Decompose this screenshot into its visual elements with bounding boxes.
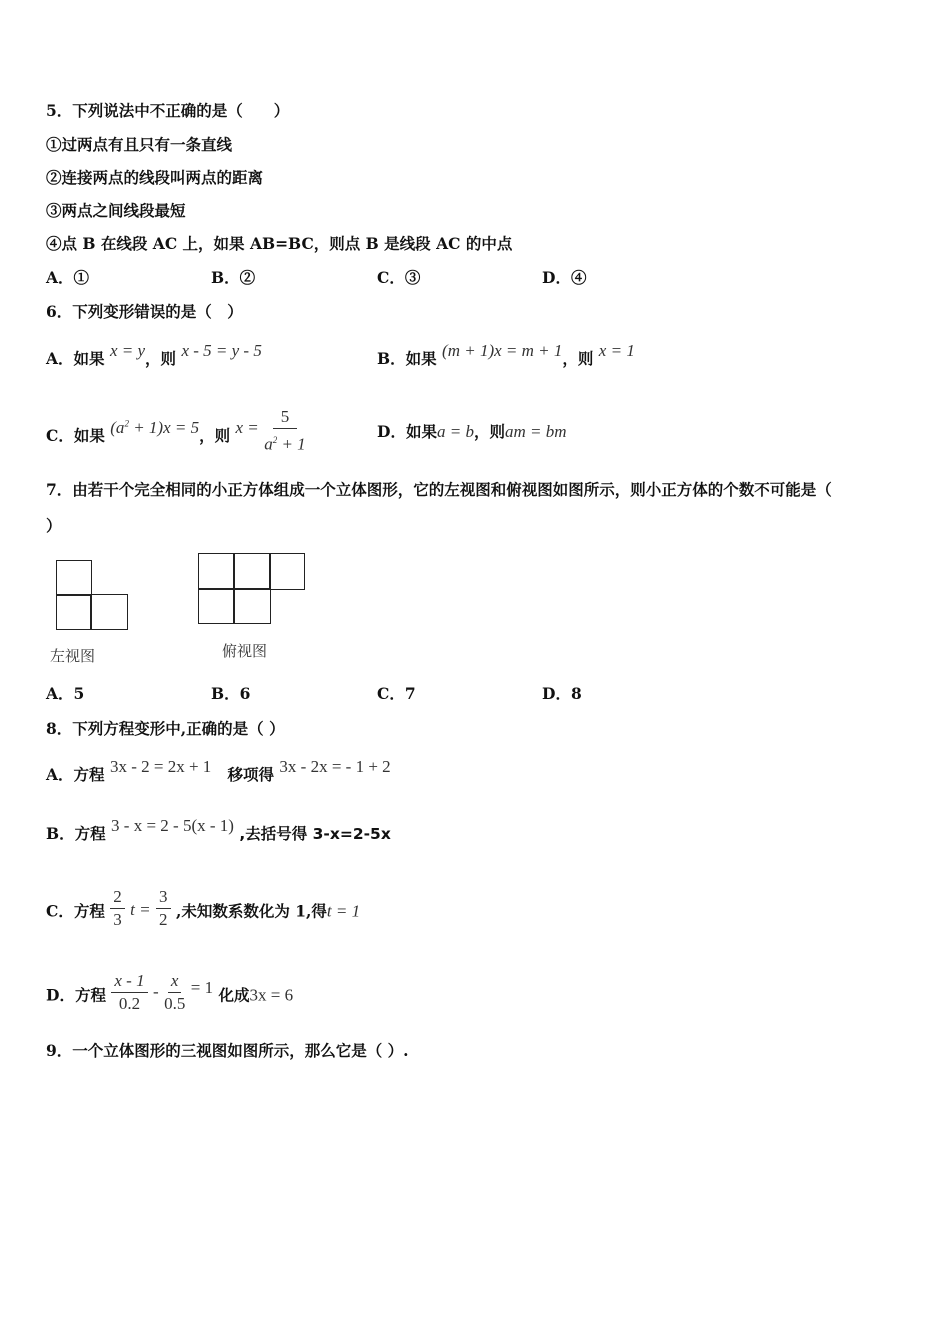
fraction	[264, 406, 305, 456]
q6-option-d	[377, 422, 567, 442]
option-label: D．	[46, 985, 75, 1005]
math-premise: (a	[110, 417, 125, 437]
minus-sign: -	[153, 981, 159, 1001]
option-label: B．	[377, 349, 406, 368]
fraction	[156, 886, 171, 931]
q5-option-a: A．①	[46, 268, 90, 287]
math-premise: x = y	[109, 341, 146, 360]
if-text: 如果	[73, 425, 105, 445]
q7-option-c: C．7	[377, 684, 416, 703]
math-result-lhs: x =	[235, 417, 259, 437]
option-label: C．	[46, 901, 74, 921]
q8-option-c	[46, 887, 361, 930]
q5-option-c: C．③	[377, 268, 421, 287]
q8-option-d	[46, 971, 294, 1014]
left-view-label: 左视图	[50, 647, 96, 665]
q9-stem: 9．一个立体图形的三视图如图所示，那么它是（ ）.	[46, 1041, 409, 1060]
math-result: t = 1	[326, 901, 361, 921]
convert-text: 化成	[218, 985, 250, 1005]
if-text: 如果	[405, 422, 437, 441]
q8-option-a	[46, 757, 391, 785]
q5-statement-2: ②连接两点的线段叫两点的距离	[46, 168, 264, 187]
equation-text: 方程	[74, 824, 106, 843]
math-result: am = bm	[504, 422, 567, 441]
q8-stem: 8．下列方程变形中,正确的是（ ）	[46, 719, 285, 738]
math-result: 3x - 2x = - 1 + 2	[279, 757, 391, 776]
transpose-text: 移项得	[227, 765, 275, 784]
exponent: 2	[272, 435, 278, 445]
then-text: ，则	[199, 425, 231, 445]
exponent: 2	[124, 418, 129, 429]
math-equals: = 1	[190, 977, 214, 997]
top-view-label: 俯视图	[222, 642, 268, 660]
denominator: 3	[113, 910, 122, 929]
q7-option-a: A．5	[46, 684, 85, 703]
math-equation: 3x - 2 = 2x + 1	[109, 757, 212, 776]
equation-text: 方程	[74, 985, 106, 1005]
q6-option-a	[46, 341, 262, 369]
option-label: A．	[46, 765, 74, 784]
if-text: 如果	[405, 349, 437, 368]
math-result: x - 5 = y - 5	[181, 341, 262, 360]
math-t: t =	[130, 899, 151, 919]
fraction	[164, 970, 185, 1015]
q6-stem: 6．下列变形错误的是（ ）	[46, 302, 243, 321]
remove-brackets-text: ,去括号得 3-x=2-5x	[239, 825, 391, 843]
coefficient-text: ,未知数系数化为 1,得	[175, 901, 327, 921]
q5-option-d: D．④	[542, 268, 587, 287]
denominator: 0.5	[164, 994, 186, 1013]
math-premise-rest: + 1)x = 5	[128, 417, 200, 437]
equation-text: 方程	[73, 901, 105, 921]
q7-option-d: D．8	[542, 684, 582, 703]
equation-text: 方程	[73, 765, 105, 784]
math-result: 3x = 6	[249, 985, 294, 1005]
numerator: 3	[156, 886, 171, 909]
option-label: B．	[46, 824, 75, 843]
math-equation: 3 - x = 2 - 5(x - 1)	[111, 816, 234, 835]
q5-option-b: B．②	[211, 268, 256, 287]
denominator: 2	[159, 910, 168, 929]
option-label: A．	[46, 349, 74, 368]
math-premise: a = b	[436, 422, 474, 441]
q5-stem: 5．下列说法中不正确的是（ ）	[46, 101, 290, 120]
q8-option-b	[46, 816, 391, 844]
q5-statement-1: ①过两点有且只有一条直线	[46, 135, 233, 154]
q7-stem: 7．由若干个完全相同的小正方体组成一个立体图形，它的左视图和俯视图如图所示，则小正方体的个数不可能是（	[46, 480, 832, 499]
numerator: 2	[110, 886, 125, 909]
fraction	[111, 970, 147, 1015]
denominator: a	[264, 434, 273, 454]
denominator: 0.2	[118, 994, 141, 1013]
then-text: ，则	[473, 422, 505, 441]
option-label: C．	[46, 425, 74, 445]
if-text: 如果	[73, 349, 105, 368]
then-text: ，则	[562, 349, 594, 368]
denominator-rest: + 1	[277, 434, 306, 454]
q5-statement-4: ④点 B 在线段 AC 上，如果 AB=BC，则点 B 是线段 AC 的中点	[46, 234, 513, 253]
option-label: D．	[377, 422, 406, 441]
numerator: x	[168, 970, 182, 993]
q6-option-b	[377, 341, 635, 369]
q7-stem-end: ）	[46, 516, 62, 535]
numerator: x - 1	[111, 970, 147, 993]
numerator: 5	[273, 406, 298, 429]
fraction	[110, 886, 125, 931]
q7-option-b: B．6	[211, 684, 251, 703]
math-premise: (m + 1)x = m + 1	[442, 341, 563, 360]
q6-option-c	[46, 407, 306, 454]
q5-statement-3: ③两点之间线段最短	[46, 201, 186, 220]
then-text: ，则	[145, 349, 177, 368]
math-result: x = 1	[598, 341, 635, 360]
